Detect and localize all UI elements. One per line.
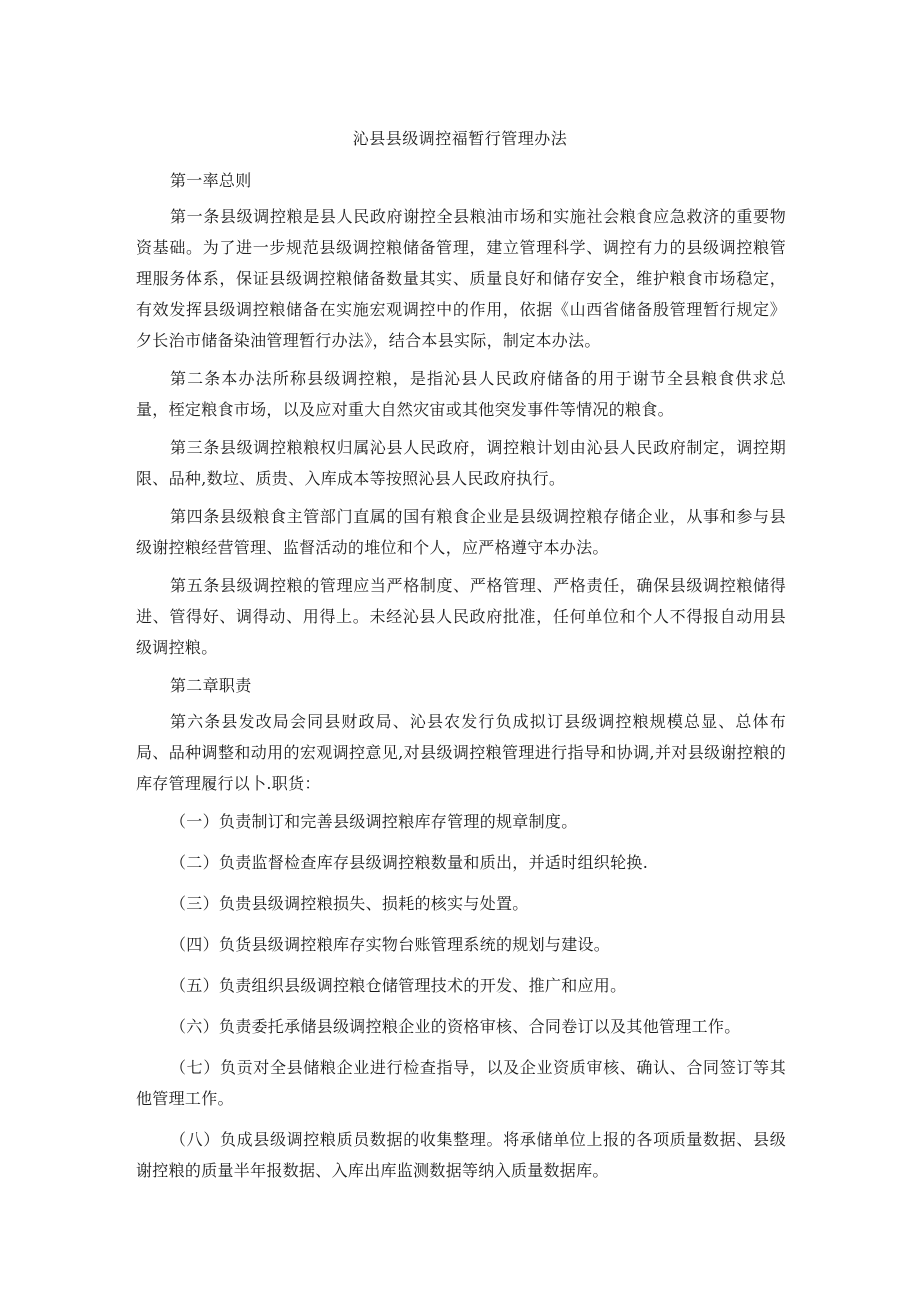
document-title: 沁县县级调控福暂行管理办法 — [352, 129, 568, 148]
article-6: 第六条县发改局会同县财政局、沁县农发行负成拟订县级调控粮规模总显、总体布局、品种调整和动用的宏观调控意见,对县级调控粮管理进行指导和协调,并对县级谢控粮的库存管理履行以卜.职货： — [136, 712, 786, 793]
article-5: 第五条县级调控粮的管理应当严格制度、严格管理、严格责任，确保县级调控粮储得进、管得好、调得动、用得上。未经沁县人民政府批准，任何单位和个人不得报自动用县级调控粮。 — [136, 576, 786, 657]
duty-item-7: （七）负贡对全县储粮企业进行检查指导，以及企业资质审核、确认、合同签订等其他管理工作。 — [136, 1058, 786, 1108]
article-1: 第一条县级调控粮是县人民政府谢控全县粮油市场和实施社会粮食应急救济的重要物资基础。为了进一步规范县级调控粮储备管理，建立管理科学、调控有力的县级调控粮管理服务体系，保证县级调控粮储备数量其实、质量良好和储存安全，维护粮食市场稳定，有效发挥县级调控粮储备在实施宏观调控中的作用，依据《山西省储备殷管理暂行规定》夕长治市储备染油管理暂行办法》，结合本县实际，制定本办法。 — [136, 207, 786, 350]
duty-item-5: （五）负责组织县级调控粮仓储管理技术的开发、推广和应用。 — [170, 976, 627, 995]
duty-item-3: （三）负贵县级调控粮损失、损耗的核实与处置。 — [170, 894, 529, 913]
chapter-heading-2: 第二章职责 — [170, 676, 252, 695]
duty-item-6: （六）负责委托承储县级调控粮企业的资格审核、合同卷订以及其他管理工作。 — [170, 1017, 741, 1036]
article-2: 第二条本办法所称县级调控粮，是指沁县人民政府储备的用于谢节全县粮食供求总量，桎定粮食市场，以及应对重大自然灾宙或其他突发事件等情况的粮食。 — [136, 369, 786, 419]
duty-item-8: （八）负成县级调控粮质员数据的收集整理。将承储单位上报的各项质量数据、县级谢控粮的质量半年报数据、入库出库监测数据等纳入质量数据库。 — [136, 1130, 786, 1180]
duty-item-2: （二）负责监督检查库存县级调控粮数量和质出，并适时组织轮换. — [170, 853, 649, 872]
article-3: 第三条县级调控粮粮权归属沁县人民政府，调控粮计划由沁县人民政府制定，调控期限、品种,数垃、质贵、入库成本等按照沁县人民政府执行。 — [136, 438, 786, 488]
article-4: 第四条县级粮食主管部门直属的国有粮食企业是县级调控粮存储企业，从事和参与县级谢控粮经营管理、监督活动的堆位和个人，应严格遵守本办法。 — [136, 507, 786, 557]
document-body — [136, 165, 786, 1196]
duty-item-1: （一）负责制订和完善县级调控粮库存管理的规章制度。 — [170, 812, 578, 831]
chapter-heading-1: 第一率总则 — [170, 171, 252, 190]
duty-item-4: （四）负货县级调控粮库存实物台账管理系统的规划与建设。 — [170, 935, 611, 954]
